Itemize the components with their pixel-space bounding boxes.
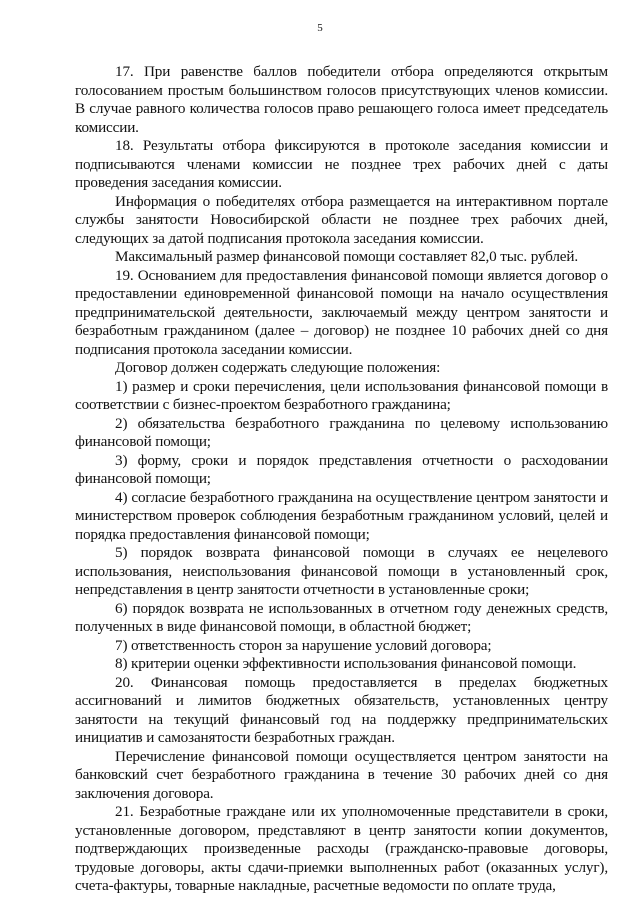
list-item-3: 3) форму, сроки и порядок представления отчетности о расходовании финансовой помощи; [75,451,608,487]
paragraph-max-amount: Максимальный размер финансовой помощи составляет 82,0 тыс. рублей. [115,248,579,265]
list-item-2: 2) обязательства безработного гражданина по целевому использованию финансовой помощи; [75,414,608,450]
paragraph-transfer: Перечисление финансовой помощи осуществляется центром занятости на банковский счет безработного гражданина в течение 30 рабочих дней со дня заключения договора. [75,747,608,802]
paragraph-17: 17. При равенстве баллов победители отбора определяются открытым голосованием простым большинством голосов присутствующих членов комиссии. В случае равного количества голосов право решающего голоса имеет председатель комиссии. [75,63,608,136]
paragraph-contract-provisions: Договор должен содержать следующие положения: [115,359,441,376]
page-number: 5 [317,22,323,34]
list-item-4: 4) согласие безработного гражданина на осуществление центром занятости и министерством проверок соблюдения безработным гражданином условий, целей и порядка предоставления финансовой помощи; [75,488,608,543]
list-item-5: 5) порядок возврата финансовой помощи в случаях ее нецелевого использования, неиспользования финансовой помощи в установленный срок, непредставления в центр занятости отчетности в установленные сроки; [75,544,608,598]
paragraph-winners-info: Информация о победителях отбора размещается на интерактивном портале службы занятости Новосибирской области не позднее трех рабочих дней, следующих за датой подписания протокола заседания комиссии. [75,192,608,247]
list-item-7: 7) ответственность сторон за нарушение условий договора; [115,636,492,654]
list-item-6: 6) порядок возврата не использованных в отчетном году денежных средств, полученных в виде финансовой помощи, в областной бюджет; [75,599,608,635]
list-item-8: 8) критерии оценки эффективности использования финансовой помощи. [115,655,577,672]
paragraph-18: 18. Результаты отбора фиксируются в протоколе заседания комиссии и подписываются членами комиссии не позднее трех рабочих дней с даты проведения заседания комиссии. [75,137,608,191]
list-item-1: 1) размер и сроки перечисления, цели использования финансовой помощи в соответствии с бизнес-проектом безработного гражданина; [75,377,608,413]
paragraph-20: 20. Финансовая помощь предоставляется в пределах бюджетных ассигнований и лимитов бюджетных обязательств, установленных центру занятости на текущий финансовый год на поддержку предпринимательских инициатив и самозанятости безработных граждан. [75,673,608,746]
paragraph-21: 21. Безработные граждане или их уполномоченные представители в сроки, установленные договором, представляют в центр занятости копии документов, подтверждающих произведенные расходы (гражданско-правовые договоры, трудовые договоры, акты сдачи-приемки выполненных работ (оказанных услуг), счета-фактуры, товарные накладные, расчетные ведомости по оплате труда, [75,803,608,894]
document-body [75,63,608,896]
paragraph-19: 19. Основанием для предоставления финансовой помощи является договор о предоставлении единовременной финансовой помощи на начало осуществления предпринимательской деятельности, заключаемый между центром занятости и безработным гражданином (далее – договор) не позднее 10 рабочих дней со дня подписания протокола заседании комиссии. [75,266,608,358]
